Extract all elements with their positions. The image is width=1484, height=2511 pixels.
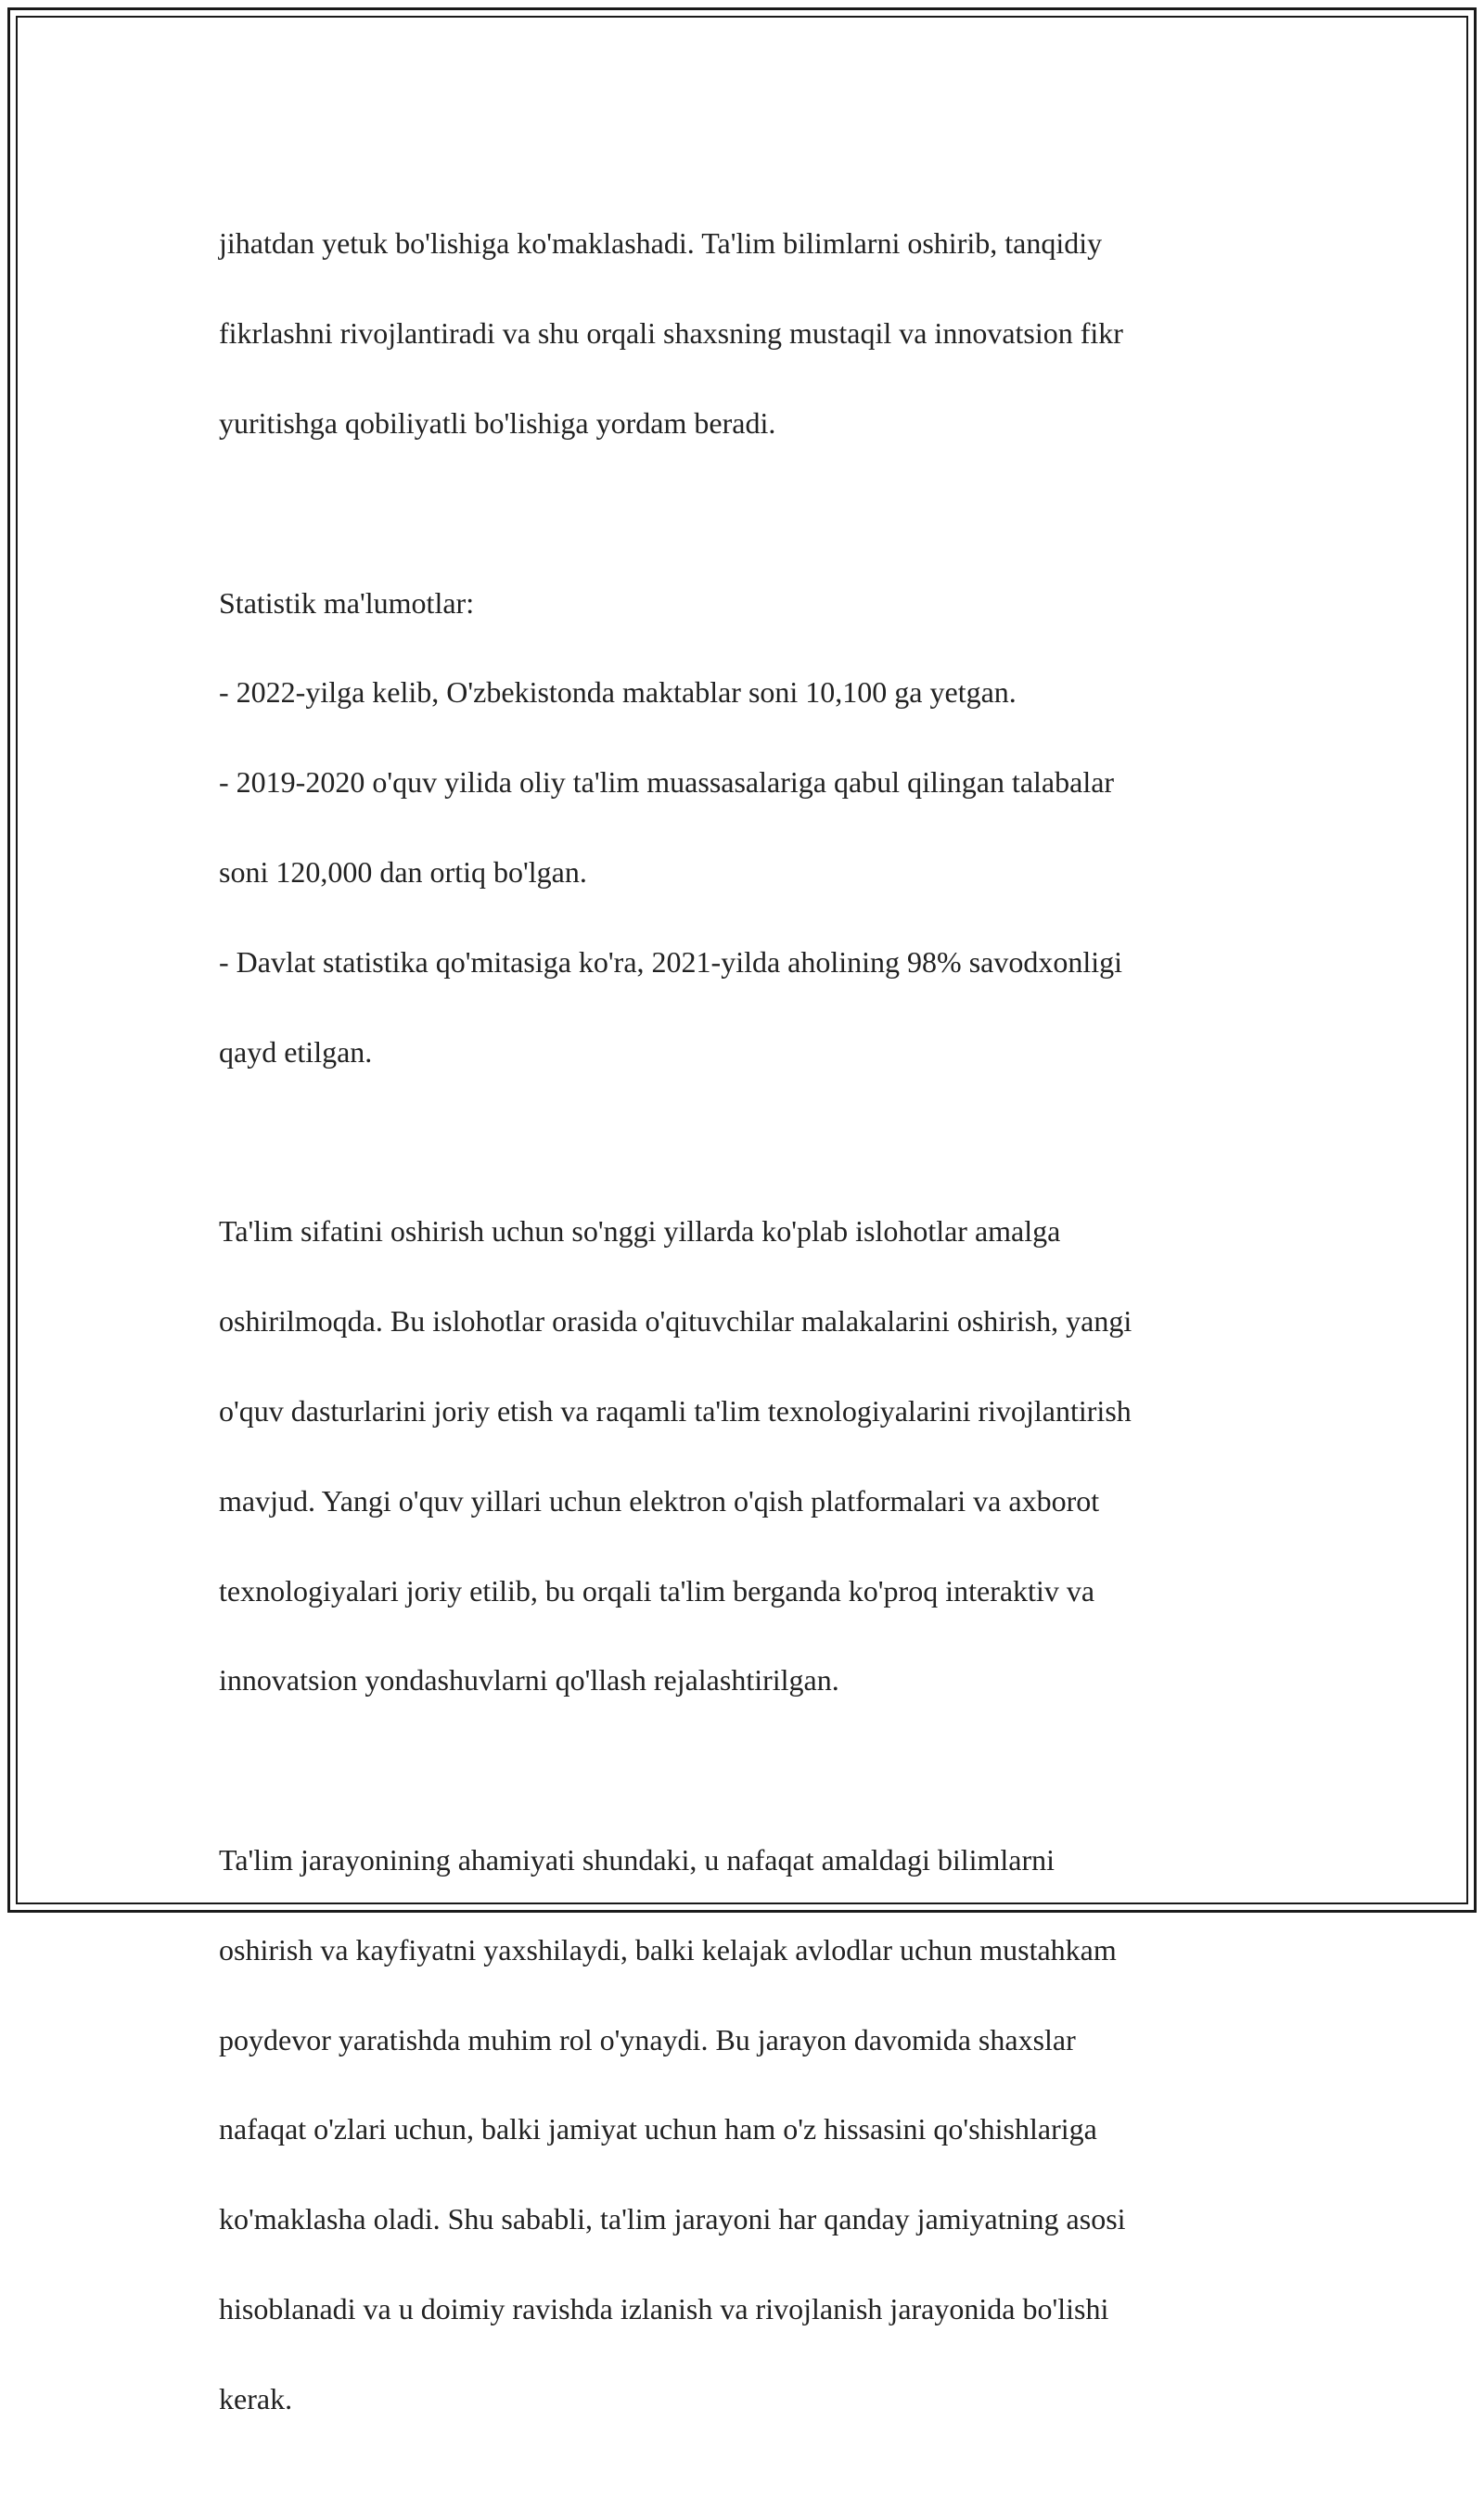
paragraph-statistics <box>219 535 1276 1119</box>
text-line: oshirish va kayfiyatni yaxshilaydi, balki kelajak avlodlar uchun mustahkam <box>219 1932 1117 1967</box>
text-line: oshirilmoqda. Bu islohotlar orasida o'qituvchilar malakalarini oshirish, yangi <box>219 1304 1132 1339</box>
text-line: Ta'lim sifatini oshirish uchun so'nggi yillarda ko'plab islohotlar amalga <box>219 1214 1061 1249</box>
paragraph-reforms <box>219 1164 1276 1748</box>
text-line: Ta'lim jarayonining ahamiyati shundaki, u nafaqat amaldagi bilimlarni <box>219 1842 1055 1877</box>
text-line: Statistik ma'lumotlar: <box>219 585 475 620</box>
text-line: innovatsion yondashuvlarni qo'llash rejalashtirilgan. <box>219 1663 839 1697</box>
text-line: o'quv dasturlarini joriy etish va raqamli ta'lim texnologiyalarini rivojlantirish <box>219 1393 1132 1428</box>
text-line: poydevor yaratishda muhim rol o'ynaydi. Bu jarayon davomida shaxslar <box>219 2022 1076 2056</box>
text-line: texnologiyalari joriy etilib, bu orqali ta'lim berganda ko'proq interaktiv va <box>219 1573 1095 1608</box>
text-line: nafaqat o'zlari uchun, balki jamiyat uchun ham o'z hissasini qo'shishlariga <box>219 2112 1097 2146</box>
text-line: hisoblanadi va u doimiy ravishda izlanish va rivojlanish jarayonida bo'lishi <box>219 2292 1109 2326</box>
paragraph-intro <box>219 176 1276 491</box>
text-line: - 2022-yilga kelib, O'zbekistonda maktablar soni 10,100 ga yetgan. <box>219 675 1017 710</box>
text-line: - 2019-2020 o'quv yilida oliy ta'lim muassasalariga qabul qilingan talabalar <box>219 765 1115 800</box>
text-line: kerak. <box>219 2381 293 2415</box>
text-line: fikrlashni rivojlantiradi va shu orqali shaxsning mustaqil va innovatsion fikr <box>219 316 1123 351</box>
text-line: - Davlat statistika qo'mitasiga ko'ra, 2021-yilda aholining 98% savodxonligi <box>219 944 1123 979</box>
text-line: yuritishga qobiliyatli bo'lishiga yordam beradi. <box>219 406 776 441</box>
paragraph-conclusion <box>219 1793 1276 2466</box>
text-line: soni 120,000 dan ortiq bo'lgan. <box>219 855 587 890</box>
text-line: ko'maklasha oladi. Shu sababli, ta'lim jarayoni har qanday jamiyatning asosi <box>219 2202 1126 2236</box>
text-line: qayd etilgan. <box>219 1034 373 1069</box>
document-body <box>219 176 1276 2511</box>
text-line: mavjud. Yangi o'quv yillari uchun elektron o'qish platformalari va axborot <box>219 1483 1100 1518</box>
text-line: jihatdan yetuk bo'lishiga ko'maklashadi. Ta'lim bilimlarni oshirib, tanqidiy <box>219 226 1103 261</box>
